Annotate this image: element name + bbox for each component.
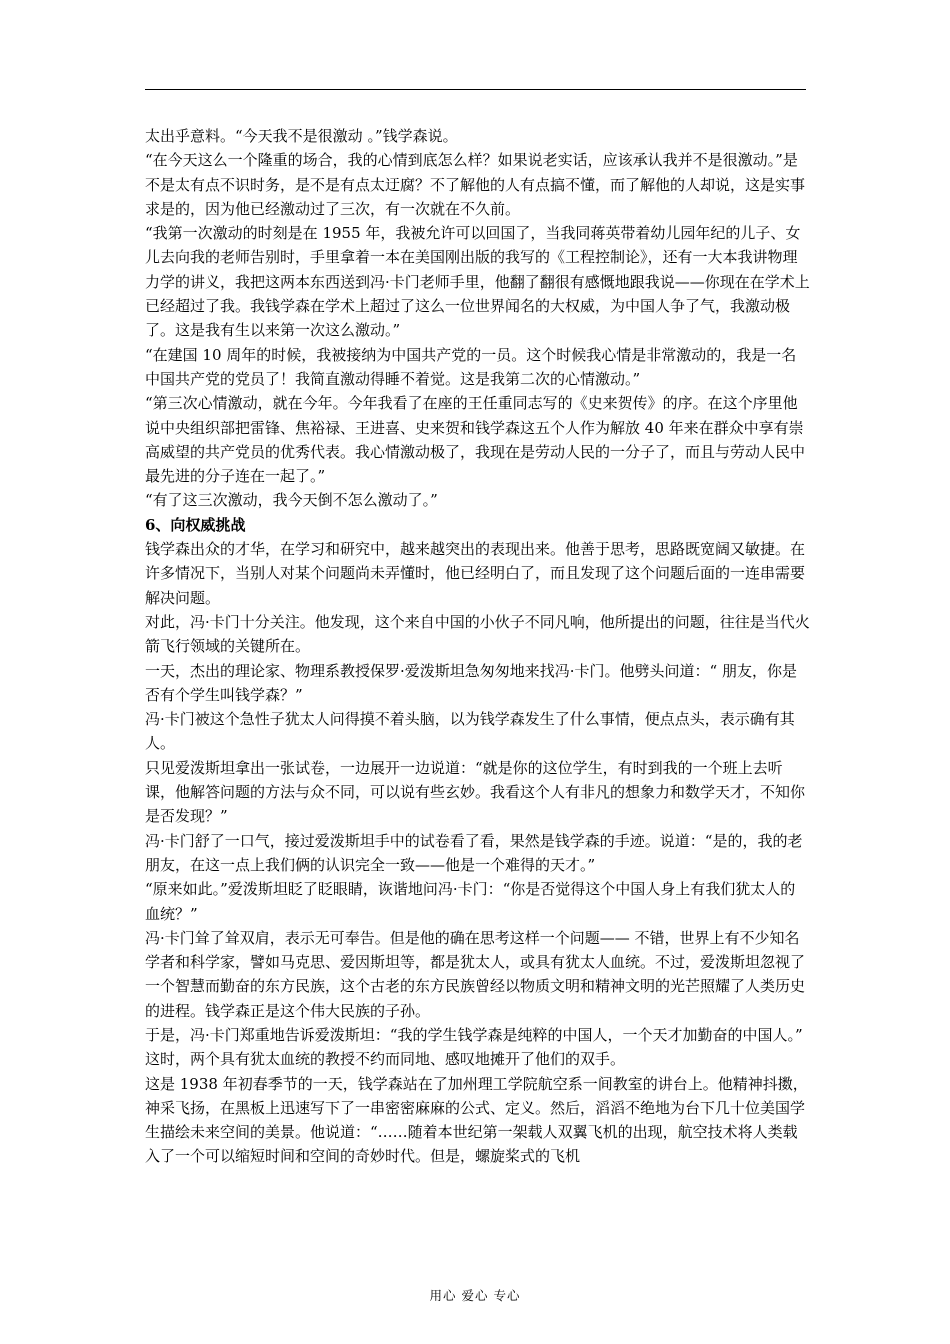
section-heading: 6、向权威挑战 [145, 515, 246, 534]
paragraph: 太出乎意料。“今天我不是很激动 。”钱学森说。 [145, 127, 458, 145]
paragraph: 这是 1938 年初春季节的一天，钱学森站在了加州理工学院航空系一间教室的讲台上。他精神抖擞，神采飞扬，在黑板上迅速写下了一串密密麻麻的公式、定义。然后，滔滔不绝地为台下几十位美国学生描绘未来空间的美景。他说道：“……随着本世纪第一架载人双翼飞机的出现，航空技术将人类载入了一个可以缩短时间和空间的奇妙时代。但是，螺旋桨式的飞机 [145, 1074, 808, 1166]
paragraph: “在今天这么一个隆重的场合，我的心情到底怎么样？如果说老实话，应该承认我并不是很激动。”是不是太有点不识时务，是不是有点太迂腐？不了解他的人有点搞不懂，而了解他的人却说，这是实事求是的，因为他已经激动过了三次，有一次就在不久前。 [145, 151, 806, 218]
paragraph: 对此，冯·卡门十分关注。他发现，这个来自中国的小伙子不同凡响，他所提出的问题，往往是当代火箭飞行领域的关键所在。 [145, 612, 810, 656]
paragraph: “第三次心情激动，就在今年。今年我看了在座的王任重同志写的《史来贺传》的序。在这个序里他说中央组织部把雷锋、焦裕禄、王进喜、史来贺和钱学森这五个人作为解放 40 年来在群众中享有崇高威望的共产党员的优秀代表。我心情激动极了，我现在是劳动人民的一分子了，而且与劳动人民中最先进的分子连在一起了。” [145, 394, 806, 486]
paragraph: “我第一次激动的时刻是在 1955 年，我被允许可以回国了，当我同蒋英带着幼儿园年纪的儿子、女儿去向我的老师告别时，手里拿着一本在美国刚出版的我写的《工程控制论》，还有一大本我讲物理力学的讲义，我把这两本东西送到冯·卡门老师手里，他翻了翻很有感慨地跟我说——你现在在学术上已经超过了我。我钱学森在学术上超过了这么一位世界闻名的大权威，为中国人争了气，我激动极了。这是我有生以来第一次这么激动。” [145, 224, 810, 340]
paragraph: 冯·卡门耸了耸双肩，表示无可奉告。但是他的确在思考这样一个问题—— 不错，世界上有不少知名学者和科学家，譬如马克思、爱因斯坦等，都是犹太人，或具有犹太人血统。不过，爱泼斯坦忽视了一个智慧而勤奋的东方民族，这个古老的东方民族曾经以物质文明和精神文明的光芒照耀了人类历史的进程。钱学森正是这个伟大民族的子孙。 [145, 928, 806, 1020]
paragraph: “有了这三次激动，我今天倒不怎么激动了。” [145, 491, 438, 510]
document-body [145, 124, 810, 1169]
paragraph: 钱学森出众的才华，在学习和研究中，越来越突出的表现出来。他善于思考，思路既宽阔又敏捷。在许多情况下，当别人对某个问题尚未弄懂时，他已经明白了，而且发现了这个问题后面的一连串需要解决问题。 [145, 540, 806, 607]
paragraph: “原来如此。”爱泼斯坦眨了眨眼睛，诙谐地问冯·卡门：“你是否觉得这个中国人身上有我们犹太人的血统？” [145, 880, 796, 923]
paragraph: 一天，杰出的理论家、物理系教授保罗·爱泼斯坦急匆匆地来找冯·卡门。他劈头问道：“ 朋友，你是否有个学生叫钱学森？” [145, 661, 797, 704]
paragraph: 这时，两个具有犹太血统的教授不约而同地、感叹地摊开了他们的双手。 [145, 1050, 626, 1069]
paragraph: 只见爱泼斯坦拿出一张试卷，一边展开一边说道：“就是你的这位学生，有时到我的一个班上去听课，他解答问题的方法与众不同，可以说有些玄妙。我看这个人有非凡的想象力和数学天才，不知你是否发现？” [145, 758, 806, 826]
paragraph: 冯·卡门被这个急性子犹太人问得摸不着头脑，以为钱学森发生了什么事情，便点点头，表示确有其人。 [145, 710, 795, 753]
paragraph: “在建国 10 周年的时候，我被接纳为中国共产党的一员。这个时候我心情是非常激动的，我是一名中国共产党的党员了！我简直激动得睡不着觉。这是我第二次的心情激动。” [145, 345, 797, 388]
header-rule [145, 89, 806, 90]
page-footer: 用心 爱心 专心 [429, 1288, 521, 1303]
paragraph: 冯·卡门舒了一口气，接过爱泼斯坦手中的试卷看了看，果然是钱学森的手迹。说道：“是的，我的老朋友，在这一点上我们俩的认识完全一致——他是一个难得的天才。” [145, 831, 803, 874]
paragraph: 于是，冯·卡门郑重地告诉爱泼斯坦：“我的学生钱学森是纯粹的中国人，一个天才加勤奋的中国人。” [145, 1025, 803, 1044]
